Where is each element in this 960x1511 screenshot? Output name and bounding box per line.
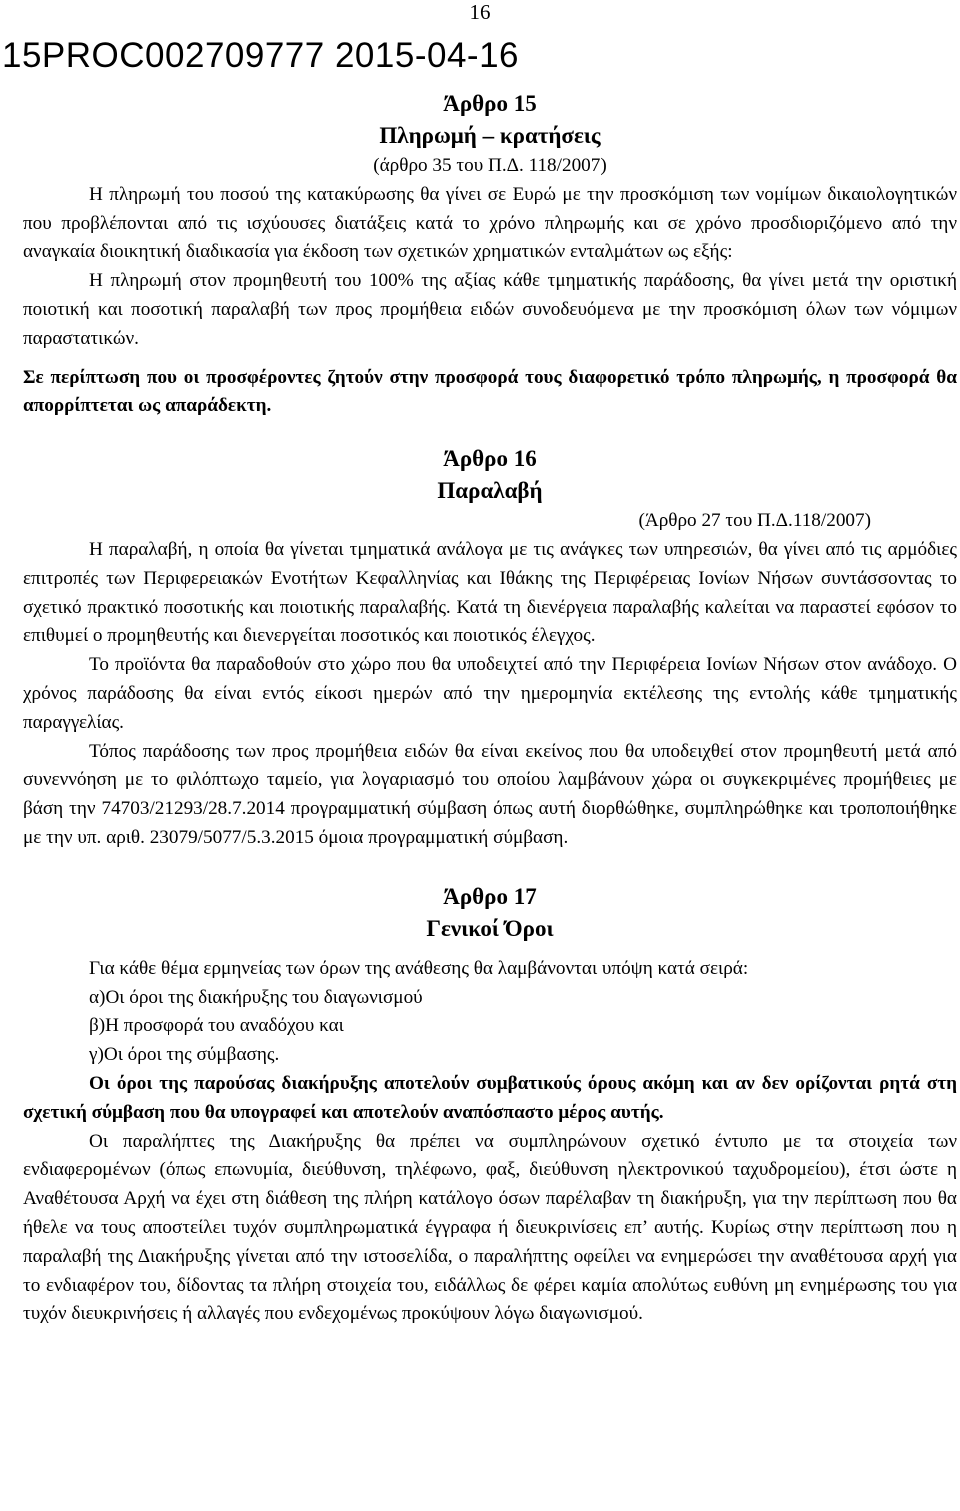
list-item: α)Οι όροι της διακήρυξης του διαγωνισμού [89,986,423,1008]
article-15-paragraph-3: Σε περίπτωση που οι προσφέροντες ζητούν στην προσφορά τους διαφορετικό τρόπο πληρωμής, η προσφορά θα απορρίπτεται ως απαράδεκτη. [23,366,957,417]
article-16 [23,443,957,853]
article-15-title: Πληρωμή – κρατήσεις [379,123,601,148]
document-id-watermark: 15PROC002709777 2015-04-16 [2,36,519,75]
article-16-heading: Άρθρο 16 [443,446,537,472]
list-item: γ)Οι όροι της σύμβασης. [89,1044,280,1066]
article-17-paragraph-last: Οι παραλήπτες της Διακήρυξης θα πρέπει να συμπληρώνουν σχετικό έντυπο με τα στοιχεία των ενδιαφερομένων (όπως επωνυμία, διεύθυνση, τηλέφωνο, φαξ, διεύθυνση ηλεκτρονικού ταχυδρομείου), έτσι ώστε η Αναθέτουσα Αρχή να έχει στη διάθεση της πλήρη κατάλογο όσων παρέλαβαν τη διακήρυξη, για την περίπτωση που θα ήθελε να τους αποστείλει τυχόν συμπληρωματικά έγγραφα ή διευκρινίσεις επ’ αυτής. Κυρίως στην περίπτωση που η παραλαβή της Διακήρυξης γίνεται από την ιστοσελίδα, ο παραλήπτης οφείλει να ενημερώσει την αναθέτουσα αρχή για το ενδιαφέρον του, δίδοντας τα πλήρη στοιχεία του, ειδάλλως δε φέρει καμία απολύτως ευθύνη μη ενημέρωσης του για τυχόν διευκρινήσεις ή αλλαγές που ενδεχομένως προκύψουν λόγω διαγωνισμού. [23,1130,957,1325]
article-15-heading: Άρθρο 15 [443,91,537,116]
article-15-paragraph-1: Η πληρωμή του ποσού της κατακύρωσης θα γίνει σε Ευρώ με την προσκόμιση των νομίμων δικαιολογητικών που προβλέπονται από τις ισχύουσες διατάξεις κατά το χρόνο πληρωμής και σε χρόνο προσδιοριζόμενο από την αναγκαία διοικητική διαδικασία για έκδοση των σχετικών χρηματικών ενταλμάτων ως εξής: [23,183,957,263]
article-16-paragraph-2: Το προϊόντα θα παραδοθούν στο χώρο που θα υποδειχτεί από την Περιφέρεια Ιονίων Νήσων στον ανάδοχο. Ο χρόνος παράδοσης θα είναι εντός είκοσι ημερών από την ημερομηνία εκτέλεσης της εντολής κάθε τμηματικής παραγγελίας. [23,654,957,733]
article-15 [23,88,957,421]
article-15-reference: (άρθρο 35 του Π.Δ. 118/2007) [373,155,607,176]
article-16-paragraph-3: Τόπος παράδοσης των προς προμήθεια ειδών θα είναι εκείνος που θα υποδειχθεί στον προμηθευτή μετά από συνεννόηση με το φιλόπτωχο ταμείο, για λογαριασμό του οποίου λαμβάνουν χώρα οι συγκεκριμένες προμήθειες με βάση την 74703/21293/28.7.2014 προγραμματική σύμβαση όπως αυτή διορθώθηκε, συμπληρώθηκε και τροποποιήθηκε με την υπ. αριθ. 23079/5077/5.3.2015 όμοια προγραμματική σύμβαση. [23,740,957,848]
article-17-bold-paragraph: Οι όροι της παρούσας διακήρυξης αποτελούν συμβατικούς όρους ακόμη και αν δεν ορίζονται ρητά στη σχετική σύμβαση που θα υπογραφεί και αποτελούν αναπόσπαστο μέρος αυτής. [23,1072,957,1123]
article-15-paragraph-2: Η πληρωμή στον προμηθευτή του 100% της αξίας κάθε τμηματικής παράδοσης, θα γίνει μετά την οριστική ποιοτική και ποσοτική παραλαβή των προς προμήθεια ειδών συνοδευόμενα με την προσκόμιση όλων των νόμιμων παραστατικών. [23,270,957,349]
article-16-paragraph-1: Η παραλαβή, η οποία θα γίνεται τμηματικά ανάλογα με τις ανάγκες των υπηρεσιών, θα γίνει από τις αρμόδιες επιτροπές των Περιφερειακών Ενοτήτων Κεφαλληνίας και Ιθάκης της Περιφέρειας Ιονίων Νήσων συντάσσοντας το σχετικό πρακτικό ποσοτικής και ποιοτικής παραλαβής. Κατά τη διενέργεια παραλαβής καλείται να παραστεί εφόσον το επιθυμεί ο προμηθευτής και διενεργείται ποσοτικός και ποιοτικός έλεγχος. [23,538,957,647]
article-16-reference: (Άρθρο 27 του Π.Δ.118/2007) [638,510,871,532]
article-17-title: Γενικοί Όροι [426,915,554,941]
article-17-heading: Άρθρο 17 [443,883,537,909]
article-17 [23,881,957,1329]
document-body [23,88,957,1329]
article-16-title: Παραλαβή [437,478,543,504]
article-17-intro: Για κάθε θέμα ερμηνείας των όρων της ανάθεσης θα λαμβάνονται υπόψη κατά σειρά: [89,957,749,979]
list-item: β)Η προσφορά του αναδόχου και [89,1015,344,1037]
page-number: 16 [469,0,491,24]
